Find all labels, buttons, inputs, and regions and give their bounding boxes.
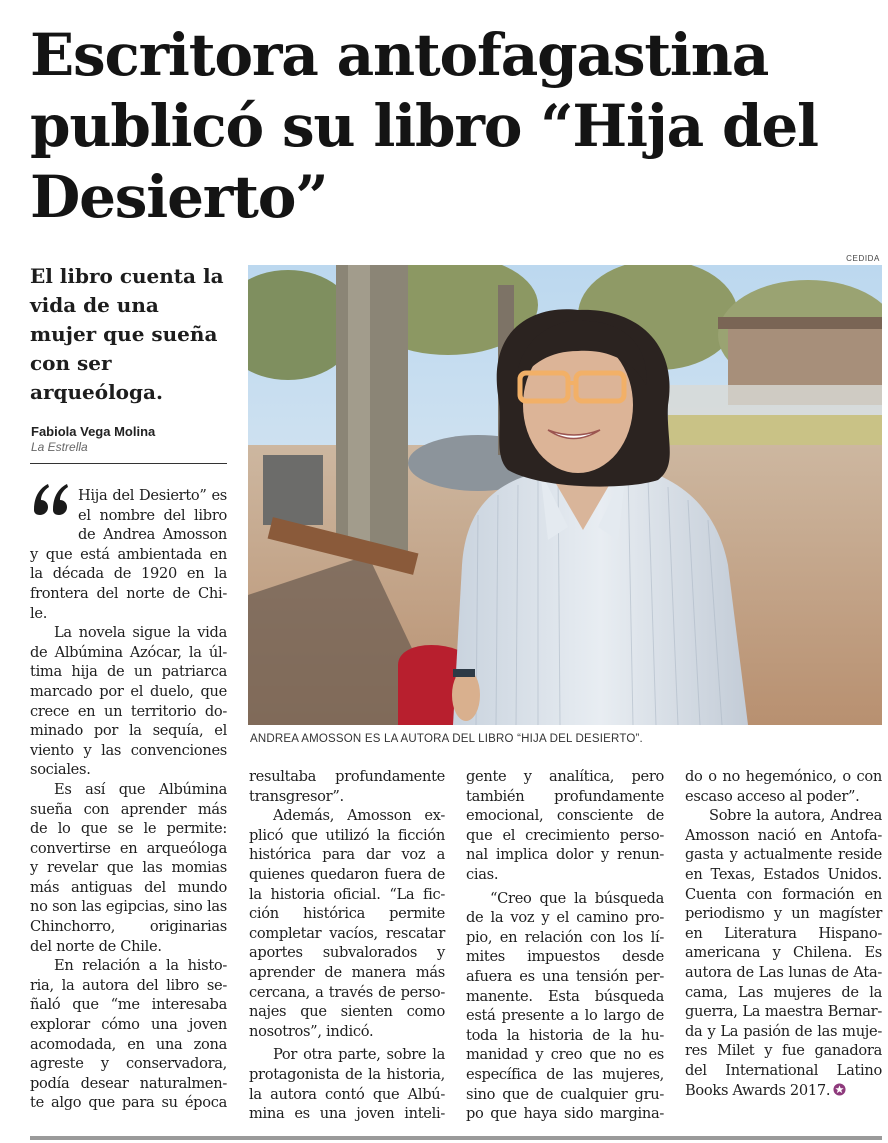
text-line xyxy=(685,1081,882,1101)
text-line: manidad y creo que no es xyxy=(466,1046,664,1064)
text-line: ñaló que “me interesaba xyxy=(30,996,227,1014)
text-line: res Milet y fue ganadora xyxy=(685,1042,882,1060)
text-line: podía desear naturalmen- xyxy=(30,1074,227,1092)
text-line: también profundamente xyxy=(466,787,664,805)
text-line: cama, Las mujeres de la xyxy=(685,983,882,1001)
text-line: está presente a lo largo de xyxy=(466,1007,664,1025)
text-line: de la voz y el camino pro- xyxy=(466,909,664,927)
text-line: Por otra parte, sobre la xyxy=(273,1046,445,1064)
text-line: en Literatura Hispano- xyxy=(685,924,882,942)
text-line: guerra, La maestra Bernar- xyxy=(685,1003,882,1021)
text-line: gasta y actualmente reside xyxy=(685,846,882,864)
text-line: Amosson nació en Antofa- xyxy=(685,826,882,844)
text-line: En relación a la histo- xyxy=(54,957,227,975)
text-line: la década de 1920 en la xyxy=(30,565,227,583)
article-column-1 xyxy=(30,486,227,1113)
text-line: pio, en relación con los lí- xyxy=(466,928,664,946)
text-line: le. xyxy=(30,604,48,622)
article-column-4 xyxy=(685,767,882,1100)
text-line: sociales. xyxy=(30,761,91,779)
text-line: de Albúmina Azócar, la úl- xyxy=(30,643,227,661)
text-line: aprender de manera más xyxy=(249,963,445,981)
text-line: ria, la autora del libro se- xyxy=(30,976,227,994)
author-photo xyxy=(248,265,882,725)
text-line: acomodada, en una zona xyxy=(30,1035,227,1053)
text-line: gente y analítica, pero xyxy=(466,768,664,785)
headline-line: Escritora antofagastina xyxy=(30,21,769,89)
text-line: mina es una joven inteli- xyxy=(249,1105,445,1123)
text-line: crece en un territorio do- xyxy=(30,702,227,720)
photo-caption: ANDREA AMOSSON ES LA AUTORA DEL LIBRO “HIJA DEL DESIERTO”. xyxy=(250,733,643,745)
lede-line: vida de una xyxy=(30,293,159,317)
text-line: plicó que utilizó la ficción xyxy=(249,826,445,844)
lede-line: con ser xyxy=(30,351,112,375)
text-line: más antiguas del mundo xyxy=(30,878,227,896)
text-line: nosotros”, indicó. xyxy=(249,1022,374,1040)
text-line: po que haya sido margina- xyxy=(466,1105,664,1123)
text-line: histórica para dar voz a xyxy=(249,846,445,864)
text-line: resultaba profundamente xyxy=(249,768,445,785)
text-line: afuera es una tensión per- xyxy=(466,967,664,985)
text-line: transgresor”. xyxy=(249,787,344,805)
text-line: marcado por el duelo, que xyxy=(30,682,227,700)
text-line: mites impuestos desde xyxy=(466,948,664,966)
headline-line: publicó su libro “Hija del xyxy=(30,92,818,160)
text-line: protagonista de la historia, xyxy=(249,1065,445,1083)
text-line: el nombre del libro xyxy=(78,506,227,524)
text-line: tima hija de un patriarca xyxy=(30,663,227,681)
text-line: emocional, consciente de xyxy=(466,807,664,825)
text-line: Es así que Albúmina xyxy=(54,780,227,798)
lede-line: arqueóloga. xyxy=(30,380,163,404)
text-line: escaso acceso al poder”. xyxy=(685,787,860,805)
lede-line: El libro cuenta la xyxy=(30,264,224,288)
text-line: toda la historia de la hu- xyxy=(466,1026,664,1044)
text-line: Cuenta con formación en xyxy=(685,885,882,903)
text-line: cias. xyxy=(466,865,499,883)
text-line: sino que de cualquier gru- xyxy=(466,1085,664,1103)
byline-outlet: La Estrella xyxy=(31,440,88,454)
portrait-illustration xyxy=(248,265,882,725)
text-line: explorar cómo una joven xyxy=(30,1016,227,1034)
page-bottom-rule xyxy=(30,1136,882,1140)
article-column-3 xyxy=(466,767,664,1124)
lede-line: mujer que sueña xyxy=(30,322,218,346)
text-line: completar vacíos, rescatar xyxy=(249,924,445,942)
text-line: americana y Chilena. Es xyxy=(685,944,882,962)
article-column-2 xyxy=(249,767,445,1124)
text-line: no son las egipcias, sino las xyxy=(30,898,227,916)
text-line: ción histórica permite xyxy=(249,905,445,923)
text-line: del International Latino xyxy=(685,1061,882,1079)
text-line: autora de Las lunas de Ata- xyxy=(685,963,882,981)
text-line: de Andrea Amosson xyxy=(78,526,227,544)
text-line: sueña con aprender más xyxy=(30,800,227,818)
text-line: viento y las convenciones xyxy=(30,741,227,759)
text-line: Además, Amosson ex- xyxy=(273,807,445,825)
text-line: quienes quedaron fuera de xyxy=(249,865,445,883)
text-line: aportes subvalorados y xyxy=(249,944,445,962)
text-line: frontera del norte de Chi- xyxy=(30,584,227,602)
text-line: “Creo que la búsqueda xyxy=(490,889,664,907)
byline-name: Fabiola Vega Molina xyxy=(31,424,156,439)
text-line: Sobre la autora, Andrea xyxy=(709,807,882,825)
text-line-last: Books Awards 2017. xyxy=(685,1081,831,1099)
text-line: najes que sienten como xyxy=(249,1003,445,1021)
text-line: y que está ambientada en xyxy=(30,545,227,563)
headline xyxy=(30,20,870,233)
text-line: y revelar que las momias xyxy=(30,859,227,877)
text-line: la autora contó que Albú- xyxy=(249,1085,445,1103)
text-line: convertirse en arqueóloga xyxy=(30,839,227,857)
text-line: Hija del Desierto” es xyxy=(78,487,227,504)
text-line: manente. Esta búsqueda xyxy=(466,987,664,1005)
byline-divider xyxy=(30,463,227,464)
text-line: La novela sigue la vida xyxy=(54,624,227,642)
text-line: en Texas, Estados Unidos. xyxy=(685,865,882,883)
text-line: de lo que se le permite: xyxy=(30,820,227,838)
text-line: te algo que para su época xyxy=(30,1094,227,1112)
text-line: do o no hegemónico, o con xyxy=(685,768,882,785)
lede xyxy=(30,262,230,407)
text-line: periodismo y un magíster xyxy=(685,905,882,923)
text-line: cercana, a través de perso- xyxy=(249,983,445,1001)
text-line: agreste y conservadora, xyxy=(30,1055,227,1073)
text-line: la historia oficial. “La fic- xyxy=(249,885,445,903)
headline-line: Desierto” xyxy=(30,163,328,231)
text-line: Chinchorro, originarias xyxy=(30,918,227,936)
text-line: minado por la sequía, el xyxy=(30,722,227,740)
photo-credit: CEDIDA xyxy=(846,254,880,263)
text-line: que el crecimiento perso- xyxy=(466,826,664,844)
text-line: del norte de Chile. xyxy=(30,937,162,955)
text-line: da y La pasión de las muje- xyxy=(685,1022,882,1040)
end-of-article-icon xyxy=(833,1083,846,1096)
text-line: nal implica dolor y renun- xyxy=(466,846,664,864)
text-line: específica de las mujeres, xyxy=(466,1065,664,1083)
